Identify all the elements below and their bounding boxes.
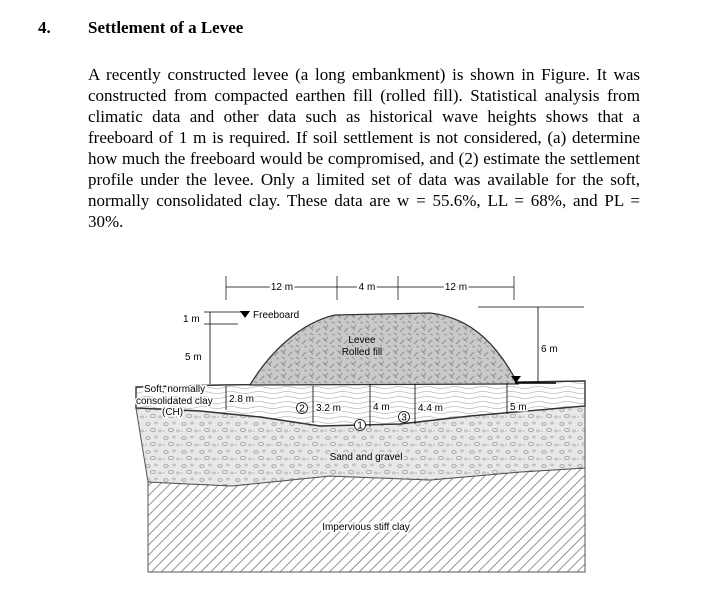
levee-fill — [250, 313, 518, 385]
clay-thickness-p1: 4 m — [373, 402, 390, 413]
freeboard-dim-label: 1 m — [183, 314, 200, 325]
clay-thickness-right: 5 m — [510, 402, 527, 413]
clay-thickness-p3: 4.4 m — [418, 403, 444, 414]
point-2-label: 2 — [299, 403, 305, 415]
clay-label-line3: (CH) — [162, 407, 184, 418]
problem-number: 4. — [38, 18, 51, 37]
sand-gravel-label: Sand and gravel — [329, 452, 403, 463]
problem-statement: A recently constructed levee (a long embankment) is shown in Figure. It was constructed from compacted earthen fill (rolled fill). Statistical analysis from climatic data and other data such as historical wave heights shows that a freeboard of 1 m is required. If soil settlement is not considered, (a) determine how much the freeboard would be compromised, and (2) estimate the settlement profile under the levee. Only a limited set of data was available for the soft, normally consolidated clay. These data are w = 55.6%, LL = 68%, and PL = 30%. — [88, 65, 640, 231]
dim-left-label: 12 m — [270, 282, 294, 293]
dim-right-label: 12 m — [444, 282, 468, 293]
clay-label-line1: Soft, normally — [144, 384, 206, 395]
levee-label: Levee — [348, 335, 376, 346]
levee-material-label: Rolled fill — [341, 347, 383, 358]
clay-thickness-left: 2.8 m — [229, 394, 255, 405]
water-depth-label: 5 m — [185, 352, 202, 363]
point-3-label: 3 — [401, 412, 407, 424]
freeboard-marker — [240, 311, 250, 318]
freeboard-label: Freeboard — [253, 310, 300, 321]
stiff-clay-label: Impervious stiff clay — [322, 522, 410, 533]
clay-thickness-p2: 3.2 m — [316, 403, 342, 414]
levee-height-label: 6 m — [541, 344, 558, 355]
problem-title: Settlement of a Levee — [88, 18, 244, 37]
dim-middle-label: 4 m — [358, 282, 376, 293]
clay-label-line2: consolidated clay — [136, 396, 213, 407]
point-1-label: 1 — [357, 420, 363, 432]
